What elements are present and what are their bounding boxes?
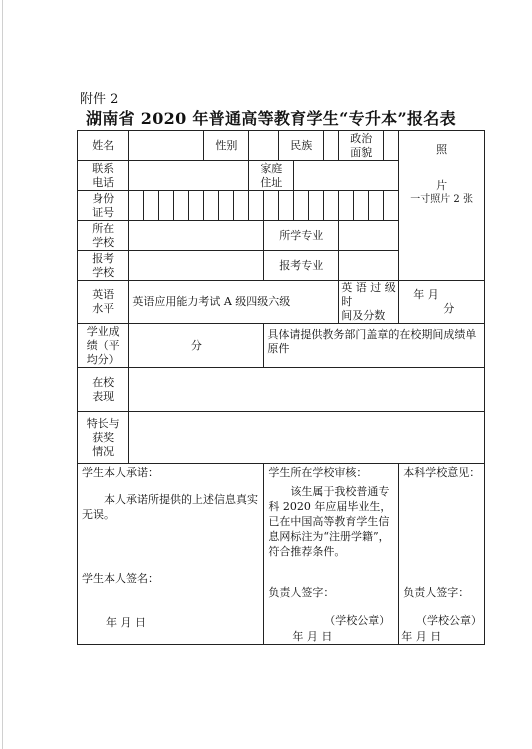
id-digit[interactable] bbox=[354, 191, 369, 221]
political-field[interactable] bbox=[384, 131, 399, 161]
page-edge bbox=[2, 0, 3, 749]
id-digit[interactable] bbox=[219, 191, 234, 221]
awards-label: 特长与 获奖 情况 bbox=[78, 412, 129, 464]
photo-box bbox=[399, 142, 485, 281]
score-note: 具体请提供教务部门盖章的在校期间成绩单原件 bbox=[264, 324, 485, 368]
score-field[interactable]: 分 bbox=[129, 324, 264, 368]
ethnicity-field[interactable] bbox=[324, 131, 339, 161]
university-opinion-heading: 本科学校意见： bbox=[403, 466, 481, 479]
student-pledge-heading: 学生本人承诺： bbox=[82, 466, 159, 479]
id-digit[interactable] bbox=[144, 191, 159, 221]
apply-school-field[interactable] bbox=[129, 251, 264, 281]
student-date: 年 月 日 bbox=[106, 616, 146, 629]
id-digit[interactable] bbox=[339, 191, 354, 221]
apply-school-label: 报考 学校 bbox=[78, 251, 129, 281]
apply-major-label: 报考专业 bbox=[264, 251, 339, 281]
id-digit[interactable] bbox=[324, 191, 339, 221]
id-digit[interactable] bbox=[384, 191, 399, 221]
ethnicity-label: 民族 bbox=[279, 131, 324, 161]
id-digit[interactable] bbox=[189, 191, 204, 221]
school-review-heading: 学生所在学校审核： bbox=[268, 466, 368, 479]
university-seal: （学校公章） bbox=[416, 614, 482, 627]
id-digit[interactable] bbox=[294, 191, 309, 221]
english-pass-time-field[interactable]: 年 月 分 bbox=[399, 281, 485, 324]
school-date: 年 月 日 bbox=[292, 630, 333, 643]
school-seal: （学校公章） bbox=[324, 614, 391, 627]
id-digit[interactable] bbox=[129, 191, 144, 221]
id-digit[interactable] bbox=[234, 191, 249, 221]
phone-field[interactable] bbox=[129, 161, 249, 191]
major-field[interactable] bbox=[339, 221, 399, 251]
photo-note: 一寸照片 2 张 bbox=[410, 193, 473, 205]
school-label: 所在 学校 bbox=[78, 221, 129, 251]
address-field[interactable] bbox=[294, 161, 399, 191]
photo-label-2: 片 bbox=[436, 178, 448, 192]
student-pledge-section bbox=[78, 464, 264, 645]
school-review-text: 该生属于我校普通专科 2020 年应届毕业生，已在中国高等教育学生信息网标注为“注册学籍”，符合推荐条件。 bbox=[268, 485, 392, 558]
school-sign-label: 负责人签字： bbox=[268, 586, 335, 599]
id-digit[interactable] bbox=[204, 191, 219, 221]
conduct-field[interactable] bbox=[129, 368, 485, 412]
university-sign-label: 负责人签字： bbox=[403, 586, 470, 599]
major-label: 所学专业 bbox=[264, 221, 339, 251]
score-label: 学业成 绩（平 均分） bbox=[78, 324, 129, 368]
university-opinion-section bbox=[399, 464, 485, 645]
id-digit[interactable] bbox=[279, 191, 294, 221]
school-review-section bbox=[264, 464, 399, 645]
id-digit[interactable] bbox=[264, 191, 279, 221]
student-sign-label: 学生本人签名： bbox=[82, 572, 159, 585]
id-digit[interactable] bbox=[369, 191, 384, 221]
conduct-label: 在校 表现 bbox=[78, 368, 129, 412]
photo-label: 照 bbox=[436, 142, 448, 156]
awards-field[interactable] bbox=[129, 412, 485, 464]
student-pledge-text: 本人承诺所提供的上述信息真实无误。 bbox=[82, 493, 258, 521]
english-pass-time-label: 英 语 过 级 时 间及分数 bbox=[339, 281, 399, 324]
address-label: 家庭 住址 bbox=[249, 161, 294, 191]
id-digit[interactable] bbox=[159, 191, 174, 221]
id-label: 身份 证号 bbox=[78, 191, 129, 221]
name-field[interactable] bbox=[129, 131, 204, 161]
form-title: 湖南省 2020 年普通高等教育学生“专升本”报名表 bbox=[86, 109, 456, 128]
school-field[interactable] bbox=[129, 221, 264, 251]
gender-field[interactable] bbox=[249, 131, 279, 161]
university-date: 年 月 日 bbox=[401, 630, 442, 643]
annex-label: 附件 2 bbox=[80, 92, 119, 107]
gender-label: 性别 bbox=[204, 131, 249, 161]
english-label: 英语 水平 bbox=[78, 281, 129, 324]
apply-major-field[interactable] bbox=[339, 251, 399, 281]
id-digit[interactable] bbox=[174, 191, 189, 221]
english-options[interactable]: 英语应用能力考试 A 级四级六级 bbox=[129, 281, 339, 324]
political-label: 政治 面貌 bbox=[339, 131, 384, 161]
id-digit[interactable] bbox=[309, 191, 324, 221]
registration-form bbox=[77, 130, 485, 645]
name-label: 姓名 bbox=[78, 131, 129, 161]
id-digit[interactable] bbox=[249, 191, 264, 221]
phone-label: 联系 电话 bbox=[78, 161, 129, 191]
